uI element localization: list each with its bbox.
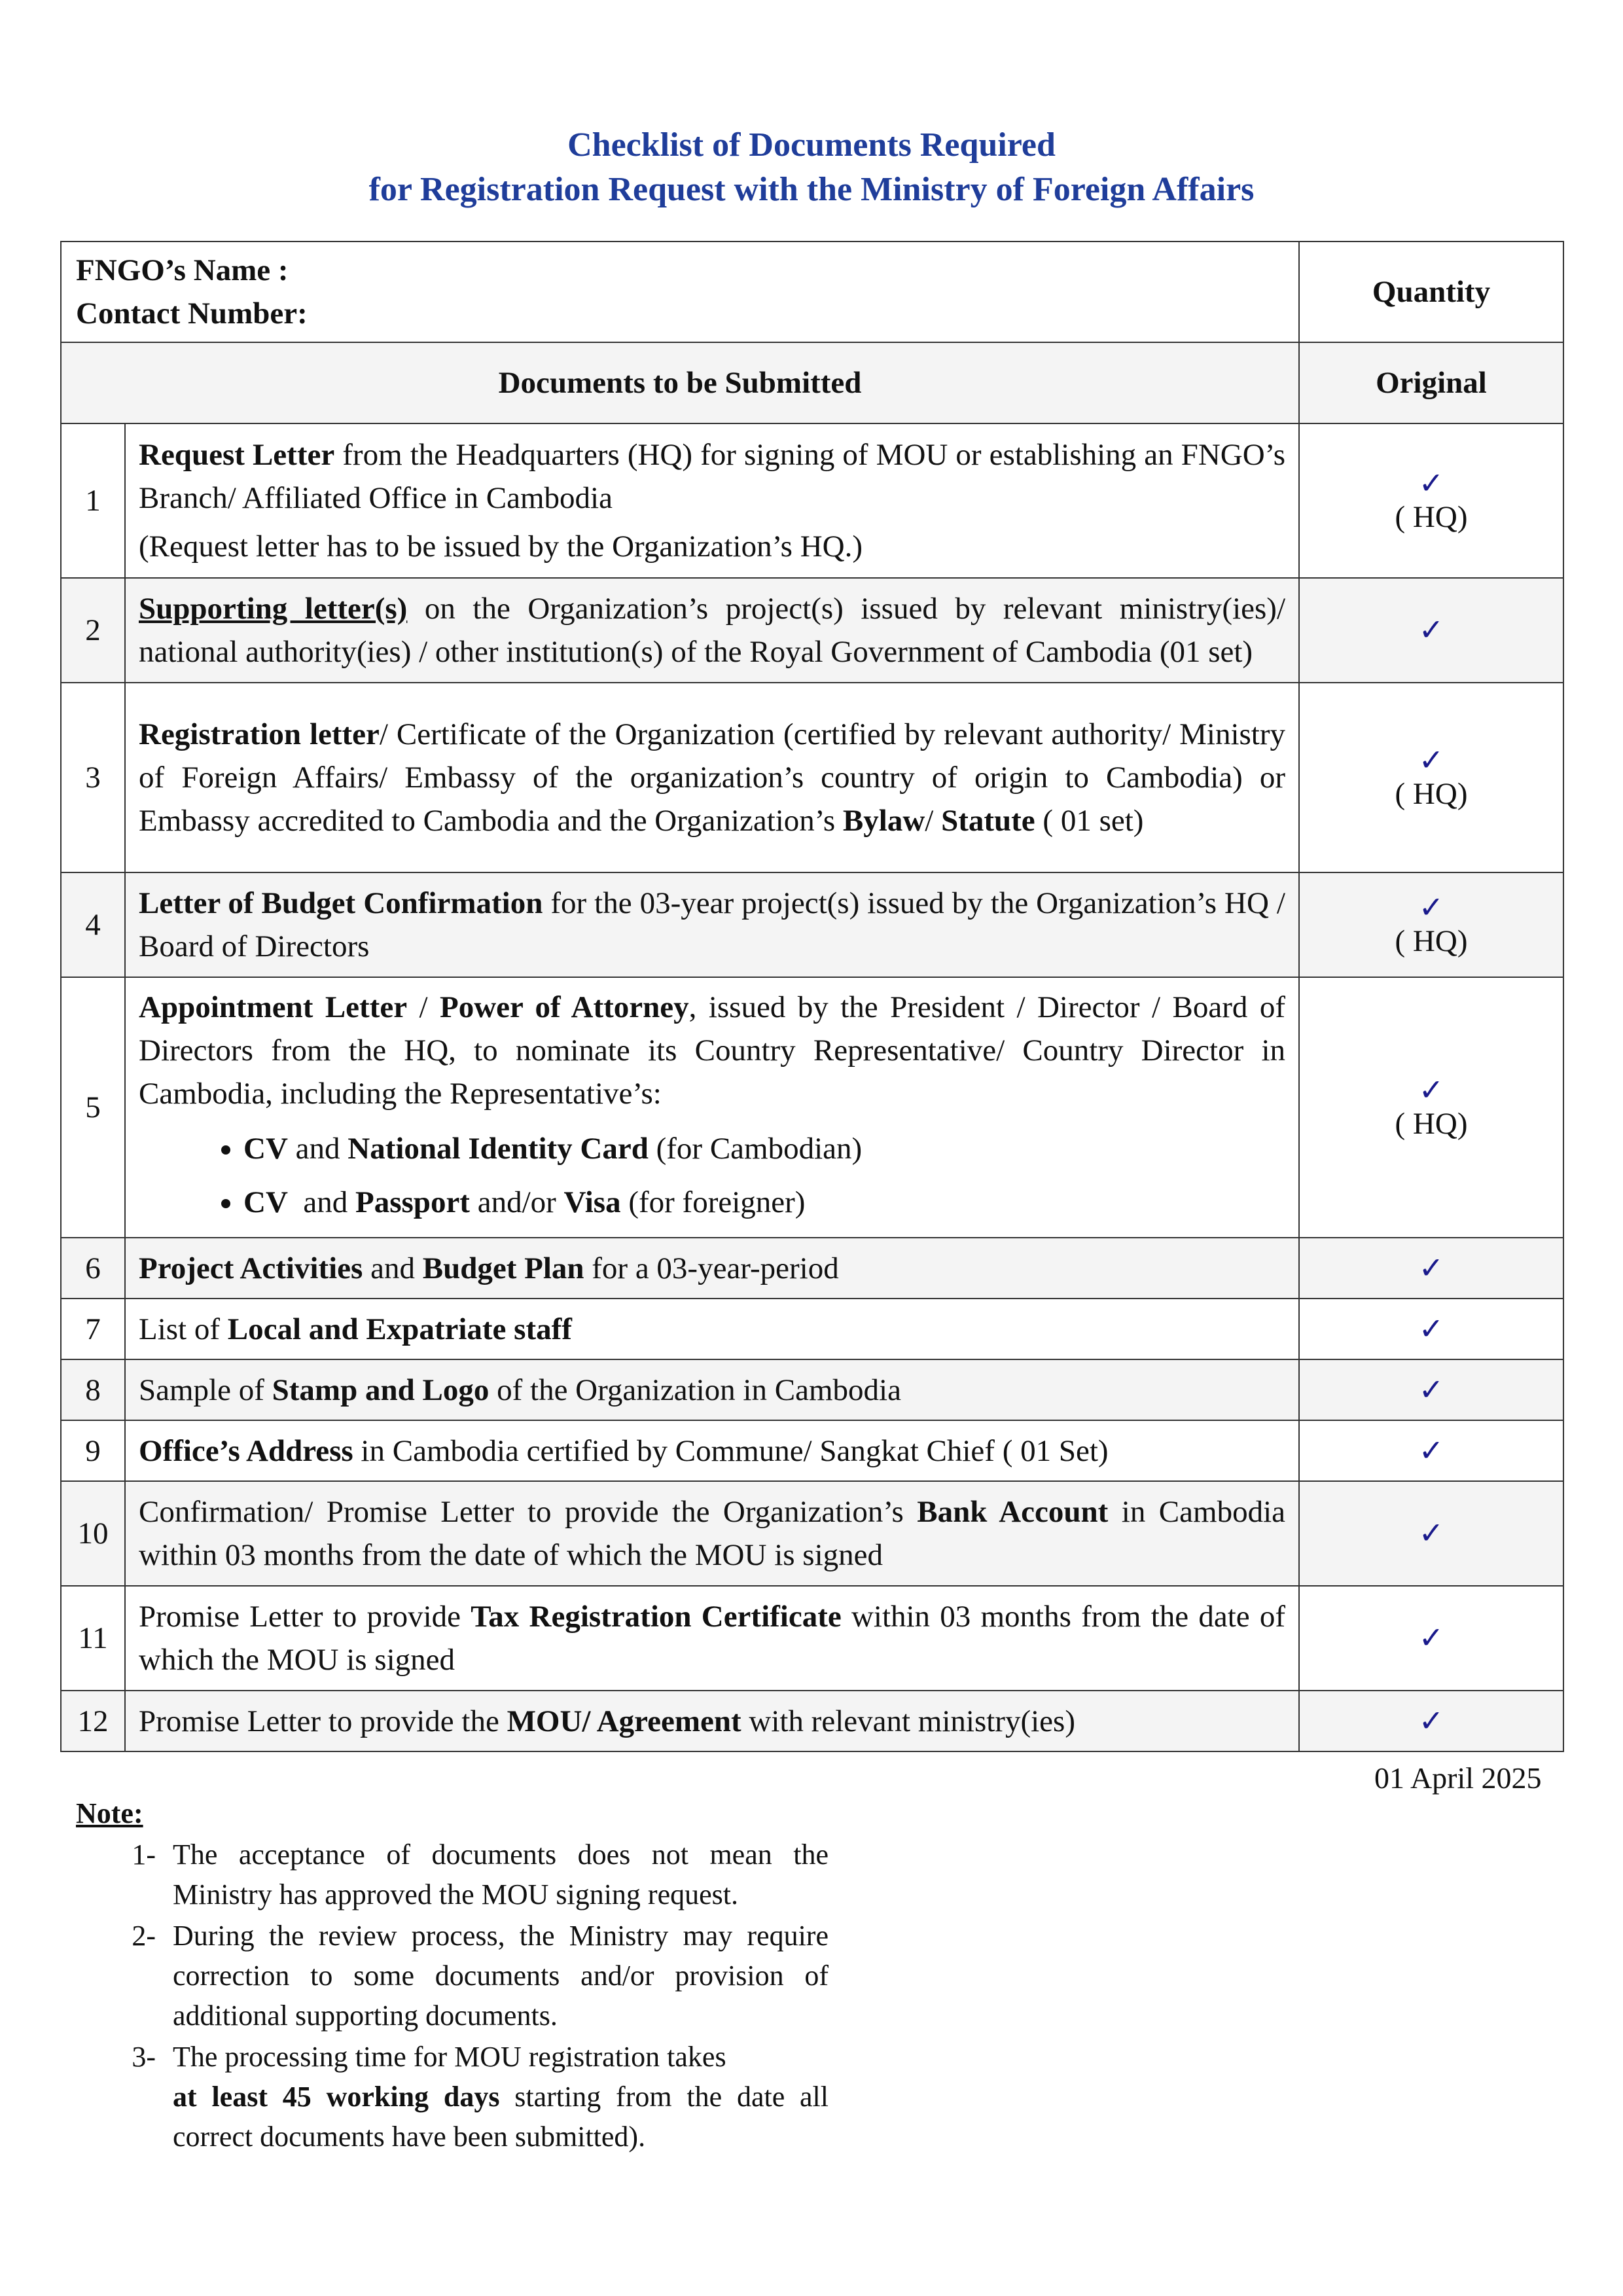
doc-text: ( 01 set) (1035, 804, 1144, 838)
check-icon: ✓ (1418, 744, 1444, 777)
quantity-cell (1299, 872, 1563, 977)
row-number: 7 (61, 1299, 125, 1359)
table-row (61, 872, 1563, 977)
doc-statute: Statute (941, 804, 1035, 838)
table-row (61, 683, 1563, 872)
row-number: 2 (61, 578, 125, 683)
quantity-cell (1299, 977, 1563, 1238)
list-item: • CV and Passport and/or Visa (for foreigner) (243, 1175, 1285, 1229)
table-row (61, 1238, 1563, 1299)
row-description: Promise Letter to provide the MOU/ Agreement with relevant ministry(ies) (125, 1691, 1299, 1751)
check-icon: ✓ (1418, 1251, 1444, 1285)
quantity-cell (1299, 578, 1563, 683)
doc-text: from the Headquarters (HQ) for signing of MOU or establishing an FNGO’s Branch/ Affiliated Office in Cambodia (139, 438, 1285, 515)
quantity-cell (1299, 423, 1563, 578)
doc-text: / (407, 990, 440, 1024)
contact-number-label: Contact Number: (76, 296, 308, 331)
check-icon: ✓ (1418, 1516, 1444, 1550)
table-row (61, 423, 1563, 578)
hq-label: ( HQ) (1395, 924, 1468, 958)
hq-label: ( HQ) (1395, 500, 1468, 534)
row-number: 3 (61, 683, 125, 872)
check-icon: ✓ (1418, 1073, 1444, 1107)
hq-label: ( HQ) (1395, 1107, 1468, 1141)
table-subheader-row (61, 342, 1563, 423)
row-number: 12 (61, 1691, 125, 1751)
quantity-header: Quantity (1299, 242, 1563, 342)
title-line-1: Checklist of Documents Required (567, 126, 1056, 164)
documents-header: Documents to be Submitted (61, 342, 1299, 423)
list-item: • CV and National Identity Card (for Cambodian) (243, 1122, 1285, 1175)
table-row (61, 1481, 1563, 1586)
doc-name: Letter of Budget Confirmation (139, 886, 543, 920)
doc-bylaw: Bylaw (842, 804, 925, 838)
table-row (61, 1299, 1563, 1359)
doc-text: on the Organization’s project(s) issued by relevant ministry(ies)/ national authority(ies) / other institution(s) of the Royal Government of Cambodia (01 set) (139, 592, 1285, 669)
note-item: 3- The processing time for MOU registration takes at least 45 working days starting from the date all correct documents have been submitted). (132, 2041, 829, 2153)
note-item: 2- During the review process, the Ministry may require correction to some documents and/or provision of additional supporting documents. (132, 1920, 829, 2032)
hq-label: ( HQ) (1395, 777, 1468, 811)
table-row (61, 1420, 1563, 1481)
doc-text: / (925, 804, 942, 838)
quantity-cell (1299, 1420, 1563, 1481)
doc-name: Request Letter (139, 438, 335, 472)
table-row (61, 1359, 1563, 1420)
doc-text: , issued by the President / Director / Board of Directors from the HQ, to nominate its Country Representative/ Country Director in Cambodia, including the Representative’s: (139, 990, 1285, 1111)
notes-section (76, 1793, 829, 2157)
row-number: 5 (61, 977, 125, 1238)
check-icon: ✓ (1418, 613, 1444, 647)
quantity-cell (1299, 1359, 1563, 1420)
row-number: 6 (61, 1238, 125, 1299)
row-description: Promise Letter to provide Tax Registration Certificate within 03 months from the date of which the MOU is signed (125, 1586, 1299, 1691)
row-description (125, 578, 1299, 683)
quantity-cell (1299, 1299, 1563, 1359)
check-icon: ✓ (1418, 1704, 1444, 1738)
fngo-name-label: FNGO’s Name : (76, 253, 289, 287)
table-header-row (61, 242, 1563, 342)
quantity-cell (1299, 1586, 1563, 1691)
row-number: 9 (61, 1420, 125, 1481)
check-icon: ✓ (1418, 891, 1444, 924)
row-description: Project Activities and Budget Plan for a 03-year-period (125, 1238, 1299, 1299)
doc-text: / Certificate of the Organization (certified by relevant authority/ Ministry of Foreign Affairs/ Embassy of the organization’s country of origin to Cambodia) or Embassy accredited to Cambodia and the Organization’s (139, 717, 1285, 838)
document-date: 01 April 2025 (1374, 1761, 1542, 1795)
doc-name: Registration letter (139, 717, 380, 751)
check-icon: ✓ (1418, 467, 1444, 500)
notes-title: Note: (76, 1797, 143, 1829)
quantity-cell (1299, 1238, 1563, 1299)
doc-name-2: Power of Attorney (440, 990, 689, 1024)
doc-name: Appointment Letter (139, 990, 408, 1024)
quantity-cell (1299, 1481, 1563, 1586)
row-description (125, 683, 1299, 872)
table-row (61, 1691, 1563, 1751)
quantity-cell (1299, 1691, 1563, 1751)
row-description (125, 872, 1299, 977)
document-title (0, 123, 1623, 212)
original-header: Original (1299, 342, 1563, 423)
row-number: 4 (61, 872, 125, 977)
quantity-cell (1299, 683, 1563, 872)
row-number: 11 (61, 1586, 125, 1691)
note-item: 1- The acceptance of documents does not mean the Ministry has approved the MOU signing request. (132, 1839, 829, 1910)
row-description: Office’s Address in Cambodia certified by Commune/ Sangkat Chief ( 01 Set) (125, 1420, 1299, 1481)
row-description: List of Local and Expatriate staff (125, 1299, 1299, 1359)
requirement-list (139, 1122, 1285, 1229)
row-description (125, 977, 1299, 1238)
row-description: Confirmation/ Promise Letter to provide the Organization’s Bank Account in Cambodia within 03 months from the date of which the MOU is signed (125, 1481, 1299, 1586)
title-line-2: for Registration Request with the Ministry of Foreign Affairs (368, 171, 1255, 208)
table-row (61, 977, 1563, 1238)
row-number: 10 (61, 1481, 125, 1586)
check-icon: ✓ (1418, 1372, 1444, 1407)
check-icon: ✓ (1418, 1621, 1444, 1655)
check-icon: ✓ (1418, 1312, 1444, 1346)
row-number: 1 (61, 423, 125, 578)
table-row (61, 578, 1563, 683)
fngo-info-cell (61, 242, 1299, 342)
doc-note: (Request letter has to be issued by the Organization’s HQ.) (139, 529, 863, 564)
table-row (61, 1586, 1563, 1691)
row-description (125, 423, 1299, 578)
check-icon: ✓ (1418, 1433, 1444, 1467)
doc-text: for the 03-year project(s) issued by the Organization’s HQ / Board of Directors (139, 886, 1285, 963)
doc-name: Supporting letter(s) (139, 592, 408, 626)
checklist-table (60, 241, 1564, 1752)
row-description: Sample of Stamp and Logo of the Organization in Cambodia (125, 1359, 1299, 1420)
row-number: 8 (61, 1359, 125, 1420)
